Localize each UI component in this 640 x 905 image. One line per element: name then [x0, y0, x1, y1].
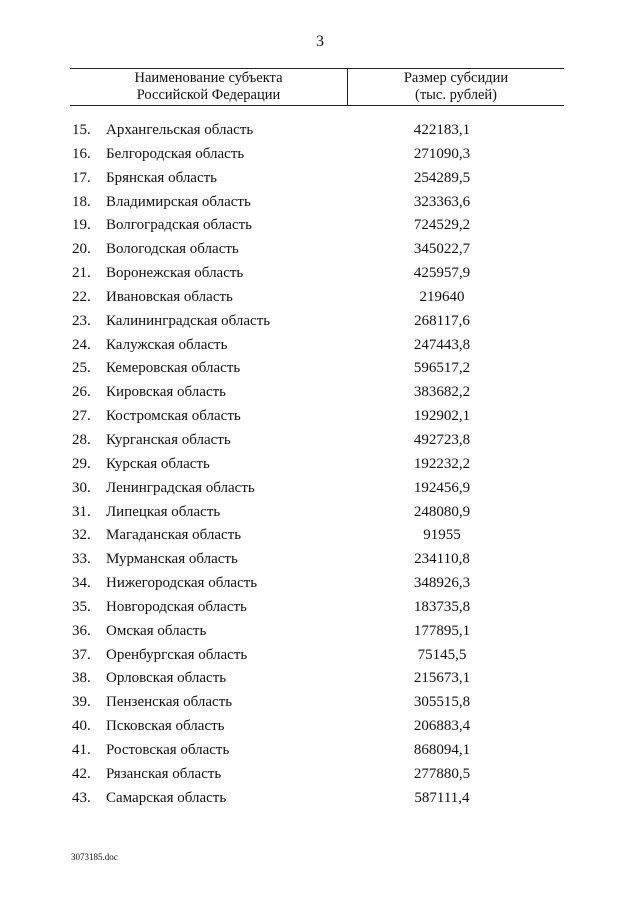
subsidy-amount: 247443,8	[413, 336, 471, 353]
subsidy-amount: 348926,3	[413, 575, 471, 592]
row-number: 25.	[72, 360, 91, 377]
row-number: 38.	[72, 670, 91, 687]
row-number: 39.	[72, 694, 91, 711]
table-row	[0, 739, 640, 763]
table-row	[0, 501, 640, 525]
subsidy-amount: 192456,9	[413, 479, 471, 496]
table-body	[0, 119, 640, 810]
subsidy-amount: 192232,2	[413, 455, 471, 472]
table-row	[0, 191, 640, 215]
row-number: 24.	[72, 336, 91, 353]
subsidy-amount: 425957,9	[413, 265, 471, 282]
table-row	[0, 477, 640, 501]
table-row	[0, 548, 640, 572]
table-row	[0, 620, 640, 644]
table-row	[0, 357, 640, 381]
row-number: 17.	[72, 169, 91, 186]
region-name: Ростовская область	[106, 741, 230, 758]
subsidy-amount-header-line1: Размер субсидии	[403, 70, 509, 86]
table-row	[0, 691, 640, 715]
table-row	[0, 119, 640, 143]
region-name: Волгоградская область	[106, 217, 252, 234]
subsidy-amount: 234110,8	[414, 551, 470, 568]
subsidy-amount: 596517,2	[413, 360, 471, 377]
region-name: Нижегородская область	[106, 575, 258, 592]
region-name: Кировская область	[106, 384, 227, 401]
row-number: 37.	[72, 646, 91, 663]
row-number: 18.	[72, 193, 91, 210]
subsidy-amount: 422183,1	[413, 122, 471, 138]
row-number: 23.	[72, 312, 91, 329]
subsidy-amount: 219640	[419, 288, 465, 305]
table-row	[0, 667, 640, 691]
row-number: 21.	[72, 265, 91, 282]
table-header	[70, 68, 564, 106]
table-row	[0, 405, 640, 429]
subsidy-amount: 206883,4	[413, 718, 471, 735]
table-row	[0, 572, 640, 596]
row-number: 22.	[72, 288, 91, 305]
row-number: 29.	[72, 455, 91, 472]
region-name: Калининградская область	[106, 312, 271, 329]
table-row	[0, 143, 640, 167]
subsidy-amount: 868094,1	[413, 741, 471, 758]
region-name: Магаданская область	[106, 527, 242, 544]
table-row	[0, 524, 640, 548]
region-name: Костромская область	[106, 408, 241, 425]
region-name: Новгородская область	[106, 598, 247, 615]
region-name: Курганская область	[106, 431, 231, 448]
row-number: 42.	[72, 765, 91, 782]
region-name: Омская область	[106, 622, 207, 639]
region-name: Пензенская область	[106, 694, 233, 711]
subsidy-amount: 248080,9	[413, 503, 471, 520]
region-name-header-line2: Российской Федерации	[136, 87, 281, 103]
region-name: Курская область	[106, 455, 210, 472]
row-number: 20.	[72, 241, 91, 258]
row-number: 28.	[72, 431, 91, 448]
page-number: 3	[316, 33, 324, 50]
region-name: Ивановская область	[106, 288, 233, 305]
subsidy-amount-header-line2: (тыс. рублей)	[415, 87, 497, 103]
table-row	[0, 238, 640, 262]
row-number: 30.	[72, 479, 91, 496]
table-row	[0, 715, 640, 739]
table-row	[0, 596, 640, 620]
subsidy-amount: 215673,1	[413, 670, 471, 687]
region-name: Липецкая область	[106, 503, 221, 520]
table-row	[0, 262, 640, 286]
region-name: Владимирская область	[106, 193, 251, 210]
row-number: 34.	[72, 575, 91, 592]
table-row	[0, 286, 640, 310]
subsidy-amount: 724529,2	[413, 217, 471, 234]
region-name: Брянская область	[106, 169, 218, 186]
table-row	[0, 334, 640, 358]
row-number: 15.	[72, 122, 91, 138]
region-name: Рязанская область	[106, 765, 222, 782]
subsidy-amount: 177895,1	[413, 622, 471, 639]
subsidy-amount: 183735,8	[413, 598, 471, 615]
subsidy-amount: 91955	[423, 527, 461, 544]
document-file-code: 3073185.doc	[71, 852, 118, 862]
region-name-column-header	[70, 69, 348, 105]
table-row	[0, 453, 640, 477]
region-name: Самарская область	[106, 789, 227, 806]
subsidy-amount: 323363,6	[413, 193, 471, 210]
table-row	[0, 763, 640, 787]
region-name: Калужская область	[106, 336, 228, 353]
region-name: Мурманская область	[106, 551, 238, 568]
subsidy-amount: 192902,1	[413, 408, 471, 425]
region-name: Ленинградская область	[106, 479, 255, 496]
row-number: 27.	[72, 408, 91, 425]
table-row	[0, 381, 640, 405]
subsidy-amount: 345022,7	[413, 241, 471, 258]
table-row	[0, 167, 640, 191]
row-number: 31.	[72, 503, 91, 520]
table-row	[0, 644, 640, 668]
region-name: Вологодская область	[106, 241, 239, 258]
subsidy-amount: 305515,8	[413, 694, 471, 711]
table-row	[0, 214, 640, 238]
region-name: Псковская область	[106, 718, 225, 735]
subsidy-amount: 587111,4	[414, 789, 470, 806]
row-number: 41.	[72, 741, 91, 758]
row-number: 43.	[72, 789, 91, 806]
subsidy-amount: 383682,2	[413, 384, 471, 401]
region-name: Воронежская область	[106, 265, 244, 282]
row-number: 19.	[72, 217, 91, 234]
row-number: 40.	[72, 718, 91, 735]
region-name: Оренбургская область	[106, 646, 248, 663]
subsidy-amount: 254289,5	[413, 169, 471, 186]
row-number: 16.	[72, 145, 91, 162]
row-number: 26.	[72, 384, 91, 401]
region-name: Кемеровская область	[106, 360, 241, 377]
row-number: 36.	[72, 622, 91, 639]
subsidy-amount: 492723,8	[413, 431, 471, 448]
subsidy-amount-column-header	[348, 69, 564, 105]
row-number: 33.	[72, 551, 91, 568]
subsidy-amount: 75145,5	[417, 646, 467, 663]
row-number: 35.	[72, 598, 91, 615]
region-name: Орловская область	[106, 670, 227, 687]
table-row	[0, 310, 640, 334]
subsidy-amount: 271090,3	[413, 145, 471, 162]
region-name: Белгородская область	[106, 145, 245, 162]
table-row	[0, 787, 640, 811]
subsidy-amount: 268117,6	[414, 312, 470, 329]
region-name-header-line1: Наименование субъекта	[134, 70, 283, 86]
table-row	[0, 429, 640, 453]
row-number: 32.	[72, 527, 91, 544]
subsidy-amount: 277880,5	[413, 765, 471, 782]
region-name: Архангельская область	[106, 122, 254, 138]
